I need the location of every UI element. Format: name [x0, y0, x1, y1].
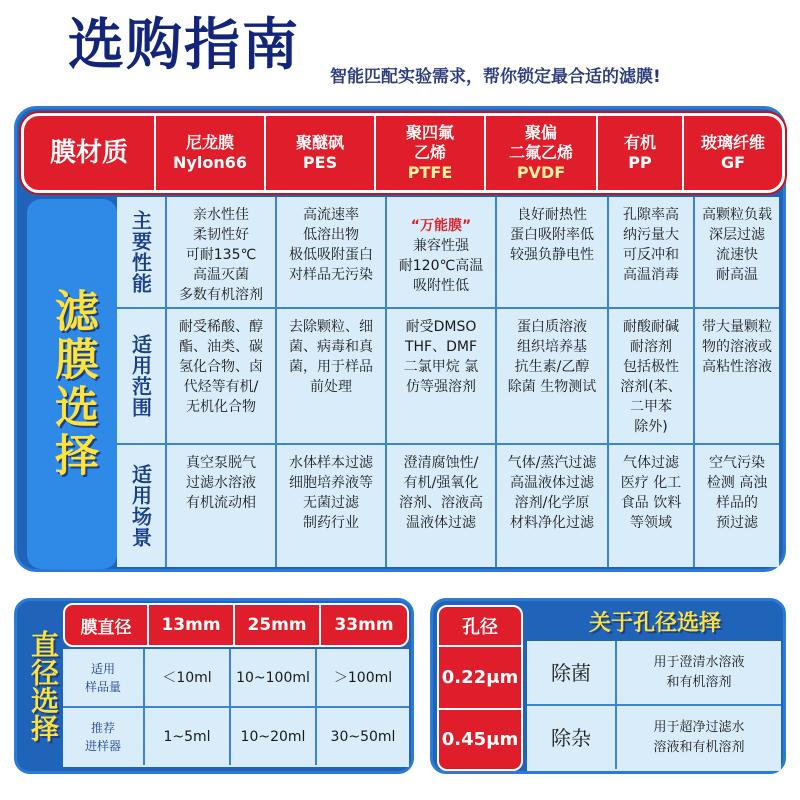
table-cell: 空气污染 检测 高浊 样品的 预过滤 [706, 455, 768, 531]
table-header-row [21, 113, 785, 193]
pore-size-022: 0.22μm [439, 647, 521, 710]
table-cell: 1~5ml [145, 708, 231, 765]
column-gf-code: GF [720, 153, 746, 172]
page-subtitle: 智能匹配实验需求，帮你锁定最合适的滤膜! [330, 67, 661, 87]
table-cell: 气体过滤 医疗 化工 食品 饮料 等领域 [609, 445, 695, 567]
column-pvdf [484, 116, 596, 190]
column-gf [682, 116, 782, 190]
column-pvdf-name2: 二氟乙烯 [508, 143, 573, 162]
table-body [117, 197, 779, 567]
row-label-text: 适用范围 [128, 334, 153, 418]
row-label-text: 主要性能 [128, 210, 153, 294]
row-label: 适用 样品量 [63, 649, 145, 706]
table-cell: 孔隙率高 纳污量大 可反冲和 高温消毒 [609, 197, 695, 307]
row-label: 推荐 进样器 [63, 708, 145, 765]
diameter-side-label-text: 直径选择 [27, 630, 60, 742]
row-label [117, 197, 167, 307]
pore-size-table [430, 598, 786, 774]
column-pes-name: 聚醚砜 [295, 133, 344, 152]
pore-size-head: 孔径 [439, 607, 521, 647]
ptfe-highlight: “万能膜” [410, 218, 472, 234]
table-cell: 耐受稀酸、醇 酯、油类、碳 氢化合物、卤 代烃等有机/ 无机化合物 [167, 309, 277, 443]
diameter-33mm: 33mm [319, 605, 407, 645]
column-pes [264, 116, 374, 190]
diameter-13mm: 13mm [147, 605, 233, 645]
table-cell: 高颗粒负载 深层过滤 流速快 耐高温 [702, 207, 772, 283]
table-row [527, 706, 781, 771]
side-label-text: 滤膜选择 [47, 288, 98, 480]
table-row [527, 641, 781, 706]
pore-size-body [527, 641, 781, 771]
table-cell: 10~20ml [231, 708, 317, 765]
row-label-text: 适用场景 [128, 464, 153, 548]
table-cell: 耐受DMSO THF、DMF 二氯甲烷 氯 仿等强溶剂 [387, 309, 497, 443]
column-pp-code: PP [628, 153, 652, 172]
ptfe-detail: 兼容性强 耐120℃高温 吸附性低 [398, 238, 484, 294]
table-cell: ＜10ml [145, 649, 231, 706]
column-pvdf-name1: 聚偏 [524, 123, 557, 142]
table-cell [387, 197, 497, 307]
pore-size-045: 0.45μm [441, 729, 519, 750]
table-cell: 去除颗粒、细 菌、病毒和真 菌，用于样品 前处理 [277, 309, 387, 443]
table-cell: 耐酸耐碱 耐溶剂 包括极性 溶剂(苯、 二甲苯 除外) [609, 309, 695, 443]
table-cell: 良好耐热性 蛋白吸附率低 较强负静电性 [497, 197, 609, 307]
row-label [117, 309, 167, 443]
table-row [117, 309, 779, 445]
diameter-body [63, 649, 409, 767]
pore-size-title: 关于孔径选择 [588, 610, 721, 636]
column-nylon-code: Nylon66 [173, 153, 247, 172]
table-cell: 亲水性佳 柔韧性好 可耐135℃ 高温灭菌 多数有机溶剂 [167, 197, 277, 307]
page-title: 选购指南 [68, 13, 300, 78]
column-ptfe-name1: 聚四氟 [405, 123, 454, 142]
row-label [117, 445, 167, 567]
table-cell: 除菌 [527, 641, 617, 704]
column-nylon-name: 尼龙膜 [185, 133, 234, 152]
table-row [117, 445, 779, 567]
table-cell: 高流速率 低溶出物 极低吸附蛋白 对样品无污染 [277, 197, 387, 307]
table-cell: 用于超净过滤水 溶液和有机溶剂 [653, 719, 745, 755]
column-gf-name: 玻璃纤维 [700, 133, 765, 152]
membrane-selection-table [14, 106, 786, 572]
diameter-header-label: 膜直径 [80, 617, 132, 638]
column-pes-code: PES [302, 153, 338, 172]
column-ptfe [374, 116, 484, 190]
corner-label: 膜材质 [49, 138, 128, 168]
column-pp-name: 有机 [623, 133, 656, 152]
column-ptfe-code: PTFE [407, 163, 453, 182]
table-row [63, 708, 409, 767]
table-cell: ＞100ml [333, 669, 393, 686]
table-cell: 气体/蒸汽过滤 高温液体过滤 溶剂/化学原 材料净化过滤 [497, 445, 609, 567]
diameter-side-label [23, 607, 63, 765]
side-label [27, 199, 117, 569]
table-cell: 水体样本过滤 细胞培养液等 无菌过滤 制药行业 [277, 445, 387, 567]
table-row [117, 197, 779, 309]
column-ptfe-name2: 乙烯 [413, 143, 446, 162]
table-cell: 真空泵脱气 过滤水溶液 有机流动相 [167, 445, 277, 567]
diameter-table [14, 598, 414, 774]
table-cell: 除杂 [527, 706, 617, 769]
table-cell: 带大量颗粒 物的溶液或 高粘性溶液 [702, 319, 772, 375]
column-nylon [154, 116, 264, 190]
table-cell: 10~100ml [231, 649, 317, 706]
table-cell: 蛋白质溶液 组织培养基 抗生素/乙醇 除菌 生物测试 [497, 309, 609, 443]
diameter-25mm: 25mm [233, 605, 319, 645]
pore-size-column [437, 605, 523, 771]
column-pp [596, 116, 682, 190]
diameter-header-row [63, 603, 409, 647]
column-pvdf-code: PVDF [516, 163, 566, 182]
table-cell: 30~50ml [330, 728, 396, 745]
table-row [63, 649, 409, 708]
table-cell: 澄清腐蚀性/ 有机/强氧化 溶剂、溶液高 温液体过滤 [387, 445, 497, 567]
table-cell: 用于澄清水溶液 和有机溶剂 [653, 654, 745, 690]
